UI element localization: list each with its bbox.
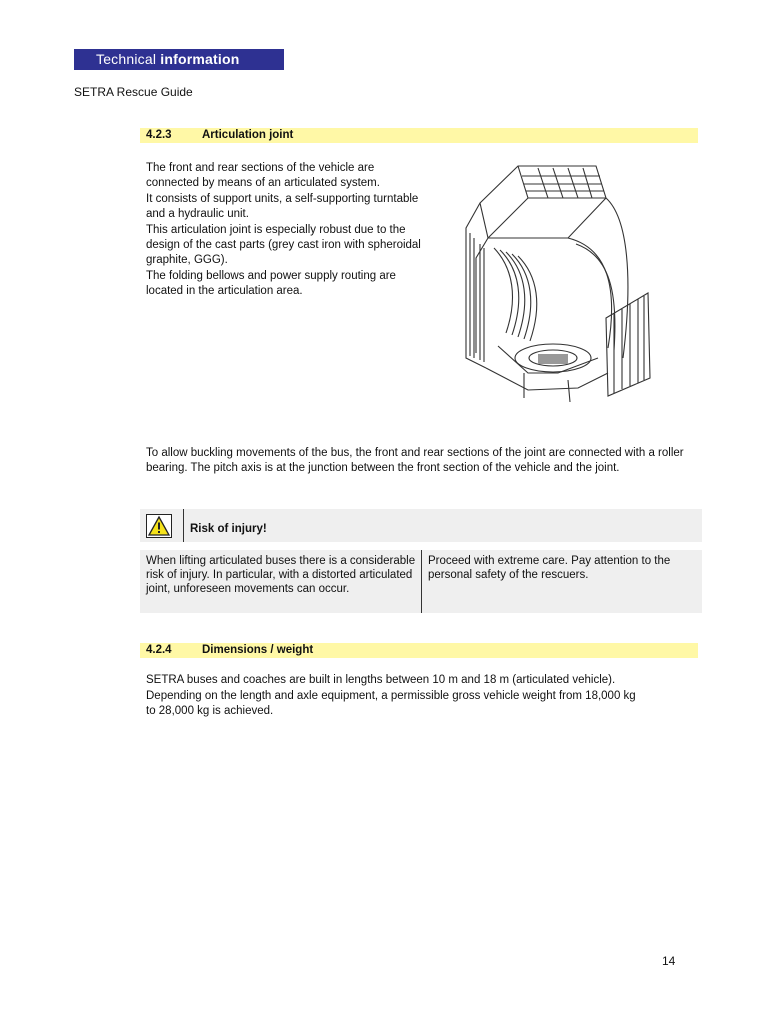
roller-bearing-text: To allow buckling movements of the bus, the front and rear sections of the joint are connected with a roller bearing. The pitch axis is at the junction between the front section of the vehicle and the joint.	[146, 447, 684, 474]
paragraph: SETRA buses and coaches are built in lengths between 10 m and 18 m (articulated vehicle).	[146, 674, 616, 686]
paragraph: The folding bellows and power supply routing are located in the articulation area.	[146, 270, 396, 297]
warning-action-text: Proceed with extreme care. Pay attention to the personal safety of the rescuers.	[428, 555, 671, 581]
page-number: 14	[662, 954, 676, 968]
warning-hazard-text: When lifting articulated buses there is a considerable risk of injury. In particular, with a distorted articulated joint, unforeseen movements can occur.	[146, 555, 416, 595]
paragraph: This articulation joint is especially robust due to the design of the cast parts (grey cast iron with spheroidal graphite, GGG).	[146, 224, 421, 266]
paragraph: Depending on the length and axle equipment, a permissible gross vehicle weight from 18,000 kg to 28,000 kg is achieved.	[146, 690, 636, 717]
banner-bold-text: information	[160, 51, 240, 67]
section-number: 4.2.4	[146, 644, 172, 656]
section-title: Dimensions / weight	[202, 644, 314, 656]
warning-icon-box	[140, 509, 184, 542]
warning-title: Risk of injury!	[190, 523, 267, 535]
section-title: Articulation joint	[202, 129, 294, 141]
section-heading-4-2-4	[140, 643, 698, 658]
articulation-joint-illustration	[458, 158, 658, 408]
header-banner	[74, 49, 284, 70]
paragraph: It consists of support units, a self-supporting turntable and a hydraulic unit.	[146, 193, 419, 220]
section-heading-4-2-3	[140, 128, 698, 143]
articulation-intro-text	[146, 161, 426, 300]
section-number: 4.2.3	[146, 129, 172, 141]
document-title: SETRA Rescue Guide	[74, 85, 193, 99]
warning-header	[140, 509, 702, 542]
paragraph: The front and rear sections of the vehicle are connected by means of an articulated system.	[146, 162, 380, 189]
warning-body	[140, 550, 702, 613]
banner-light-text: Technical	[96, 51, 157, 67]
dimensions-text	[146, 673, 706, 720]
warning-triangle-icon	[146, 514, 172, 538]
warning-divider	[421, 550, 422, 613]
